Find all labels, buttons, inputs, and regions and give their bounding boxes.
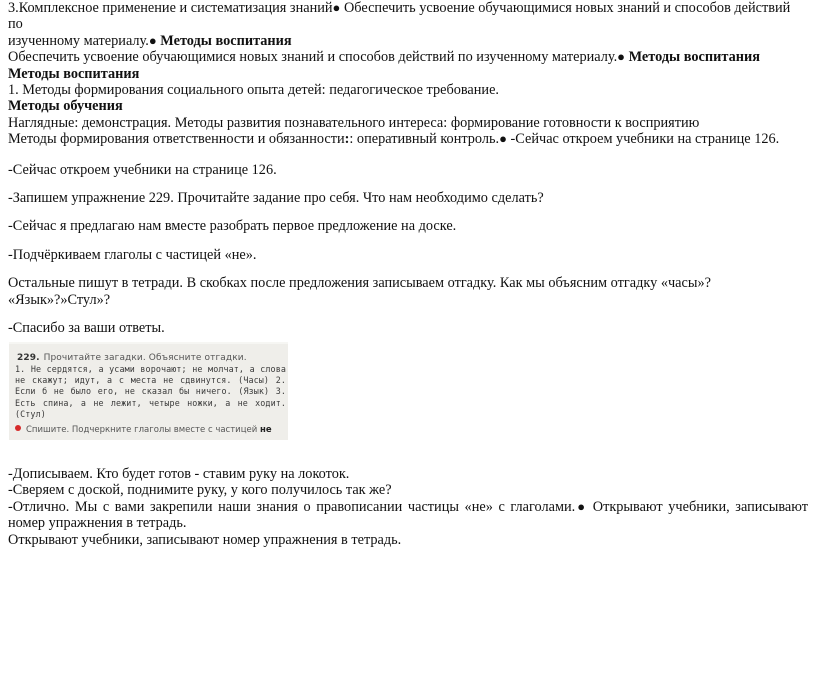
open-textbook-line: -Сейчас откроем учебники на странице 126.: [506, 131, 780, 148]
methods-visual: Наглядные: демонстрация. Методы развития познавательного интереса: формирование готовности к восприятию: [8, 114, 700, 131]
colon-mark: :: [344, 131, 350, 148]
exercise-riddles: 1. Не сердятся, а усами ворочают; не молчат, а слова не скажут; идут, а с места не сдвинутся. (Часы) 2. Если б не было его, не сказал бы ничего. (Язык) 3. Есть спина, а не лежит, четыре ножки, а не ходит. (Стул): [15, 364, 286, 419]
closing-line-1: -Дописываем. Кто будет готов - ставим руку на локоток.: [8, 466, 350, 482]
goal-text-repeat: Обеспечить усвоение обучающимися новых знаний и способов действий по изученному материалу.: [8, 49, 618, 66]
exercise-task-particle: не: [259, 425, 272, 435]
methods-teaching-title: Методы обучения: [8, 98, 123, 115]
bullet-icon: ●: [332, 0, 341, 15]
exercise-number: 229.: [17, 353, 40, 363]
methods-responsibility-value: : оперативный контроль.: [349, 131, 500, 148]
bullet-icon: ●: [499, 131, 507, 147]
red-dot-icon: [15, 425, 21, 431]
bullet-icon: ●: [575, 498, 588, 514]
dialogue-line-3: -Сейчас я предлагаю нам вместе разобрать первое предложение на доске.: [8, 218, 457, 235]
dialogue-line-2: -Запишем упражнение 229. Прочитайте задание про себя. Что нам необходимо сделать?: [8, 190, 544, 207]
methods-upbringing-heading: Методы воспитания: [160, 32, 292, 49]
goal-text-cont: изученному материалу.: [8, 32, 149, 49]
textbook-exercise-image: [9, 342, 288, 440]
methods-responsibility: [8, 131, 808, 147]
dialogue-line-4: -Подчёркиваем глаголы с частицей «не».: [8, 246, 257, 263]
exercise-task-text: Спишите. Подчеркните глаголы вместе с частицей: [26, 425, 258, 435]
closing-block: [8, 466, 808, 548]
exercise-task: [15, 422, 272, 438]
bullet-icon: ●: [148, 32, 157, 48]
closing-line-3-text: -Отлично. Мы с вами закрепили наши знания о правописании частицы «не» с глаголами.: [8, 498, 576, 515]
dialogue-line-5: Остальные пишут в тетради. В скобках после предложения записываем отгадку. Как мы объясним отгадку «часы»? «Язык»?»Стул»?: [8, 275, 711, 308]
methods-responsibility-label: Методы формирования ответственности и обязанности: [8, 131, 345, 148]
methods-social-experience: 1. Методы формирования социального опыта детей: педагогическое требование.: [8, 82, 499, 99]
paragraph-goal-repeat: [8, 49, 808, 65]
bullet-icon: ●: [617, 49, 626, 65]
closing-line-2: -Сверяем с доской, поднимите руку, у кого получилось так же?: [8, 482, 392, 499]
methods-upbringing-title: Методы воспитания: [8, 65, 140, 82]
dialogue-line-6: -Спасибо за ваши ответы.: [8, 320, 165, 337]
exercise-instruction: Прочитайте загадки. Объясните отгадки.: [43, 353, 247, 363]
closing-line-3: [8, 499, 808, 532]
stage-title: 3.Комплексное применение и систематизация знаний: [8, 0, 333, 16]
paragraph-stage-title: [8, 0, 808, 49]
closing-line-3-tail: Открывают учебники, записывают номер упражнения в тетрадь.: [8, 498, 808, 532]
closing-line-4: Открывают учебники, записывают номер упражнения в тетрадь.: [8, 531, 402, 548]
goal-text: Обеспечить усвоение обучающимися новых знаний и способов действий по: [8, 0, 791, 33]
methods-upbringing-heading-repeat: Методы воспитания: [628, 49, 760, 66]
dialogue-line-1: -Сейчас откроем учебники на странице 126.: [8, 161, 277, 178]
